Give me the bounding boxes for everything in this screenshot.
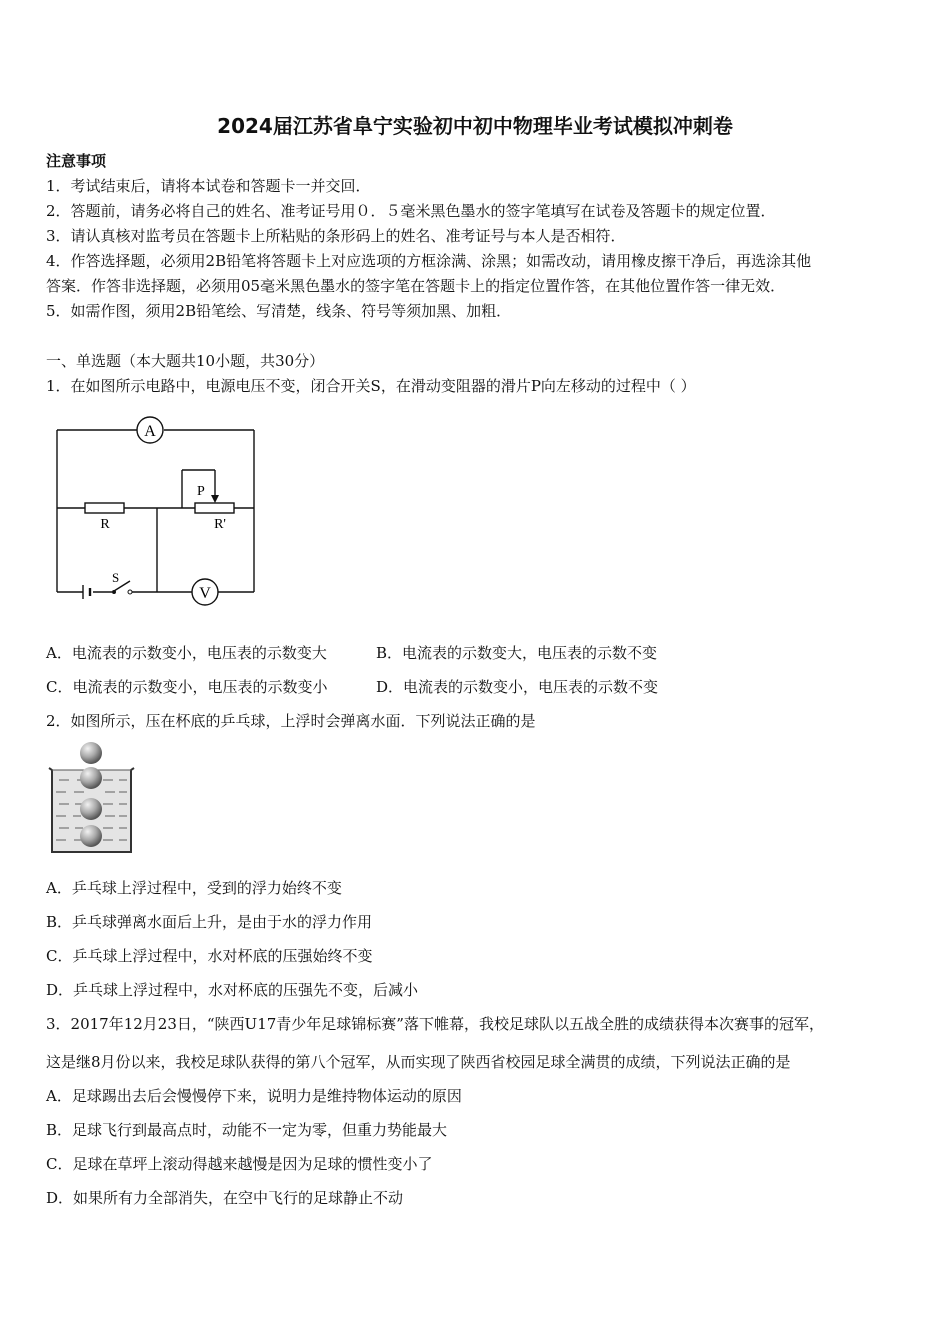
question-3-stem: 这是继8月份以来，我校足球队获得的第八个冠军，从而实现了陕西省校园足球全满贯的成绩，下列说法正确的是 bbox=[46, 1053, 791, 1071]
question-2-option: A．乒乓球上浮过程中，受到的浮力始终不变 bbox=[46, 879, 342, 897]
page-title: 2024届江苏省阜宁实验初中初中物理毕业考试模拟冲刺卷 bbox=[217, 114, 733, 138]
question-1-option: A．电流表的示数变小，电压表的示数变大 bbox=[46, 644, 327, 662]
section-heading: 一、单选题（本大题共10小题，共30分） bbox=[46, 352, 325, 370]
ping-pong-ball bbox=[80, 825, 102, 847]
ping-pong-ball bbox=[80, 742, 102, 764]
question-1-option: C．电流表的示数变小，电压表的示数变小 bbox=[46, 678, 328, 696]
question-1-stem: 1．在如图所示电路中，电源电压不变，闭合开关S，在滑动变阻器的滑片P向左移动的过程中（ ） bbox=[46, 377, 696, 395]
ammeter-label: A bbox=[144, 423, 156, 440]
rheostat-label: R' bbox=[214, 517, 226, 532]
question-3-option: D．如果所有力全部消失，在空中飞行的足球静止不动 bbox=[46, 1189, 404, 1207]
question-3-stem: 3．2017年12月23日，“陕西U17青少年足球锦标赛”落下帷幕，我校足球队以五战全胜的成绩获得本次赛事的冠军， bbox=[46, 1015, 824, 1033]
notice-item: 5．如需作图，须用2B铅笔绘、写清楚，线条、符号等须加黑、加粗． bbox=[46, 302, 512, 320]
notice-item: 3．请认真核对监考员在答题卡上所粘贴的条形码上的姓名、准考证号与本人是否相符． bbox=[46, 227, 626, 245]
voltmeter-label: V bbox=[199, 585, 211, 602]
ping-pong-ball bbox=[80, 767, 102, 789]
switch-label: S bbox=[112, 570, 120, 585]
circuit-diagram bbox=[50, 415, 270, 610]
slider-label: P bbox=[197, 484, 205, 499]
question-2-option: D．乒乓球上浮过程中，水对杯底的压强先不变，后减小 bbox=[46, 981, 419, 999]
question-3-option: B．足球飞行到最高点时，动能不一定为零，但重力势能最大 bbox=[46, 1121, 448, 1139]
question-2-stem: 2．如图所示，压在杯底的乒乓球，上浮时会弹离水面．下列说法正确的是 bbox=[46, 712, 536, 730]
notice-item: 2．答题前，请务必将自己的姓名、准考证号用０．５毫米黑色墨水的签字笔填写在试卷及答题卡的规定位置． bbox=[46, 202, 776, 220]
notice-item: 4．作答选择题，必须用2B铅笔将答题卡上对应选项的方框涂满、涂黑；如需改动，请用橡皮擦干净后，再选涂其他 bbox=[46, 252, 812, 270]
question-2-option: B．乒乓球弹离水面后上升，是由于水的浮力作用 bbox=[46, 913, 373, 931]
question-3-option: C．足球在草坪上滚动得越来越慢是因为足球的惯性变小了 bbox=[46, 1155, 433, 1173]
question-3-option: A．足球踢出去后会慢慢停下来，说明力是维持物体运动的原因 bbox=[46, 1087, 462, 1105]
ping-pong-ball bbox=[80, 798, 102, 820]
rheostat-symbol bbox=[195, 503, 234, 513]
question-2-option: C．乒乓球上浮过程中，水对杯底的压强始终不变 bbox=[46, 947, 373, 965]
notice-item: 1．考试结束后，请将本试卷和答题卡一并交回． bbox=[46, 177, 371, 195]
question-1-option: B．电流表的示数变大，电压表的示数不变 bbox=[376, 644, 658, 662]
notice-item: 答案．作答非选择题，必须用05毫米黑色墨水的签字笔在答题卡上的指定位置作答，在其他位置作答一律无效． bbox=[46, 277, 786, 295]
resistor-symbol bbox=[85, 503, 124, 513]
question-1-option: D．电流表的示数变小，电压表的示数不变 bbox=[376, 678, 659, 696]
notice-heading: 注意事项 bbox=[46, 152, 107, 170]
resistor-label: R bbox=[100, 517, 110, 532]
beaker-figure bbox=[45, 740, 140, 858]
